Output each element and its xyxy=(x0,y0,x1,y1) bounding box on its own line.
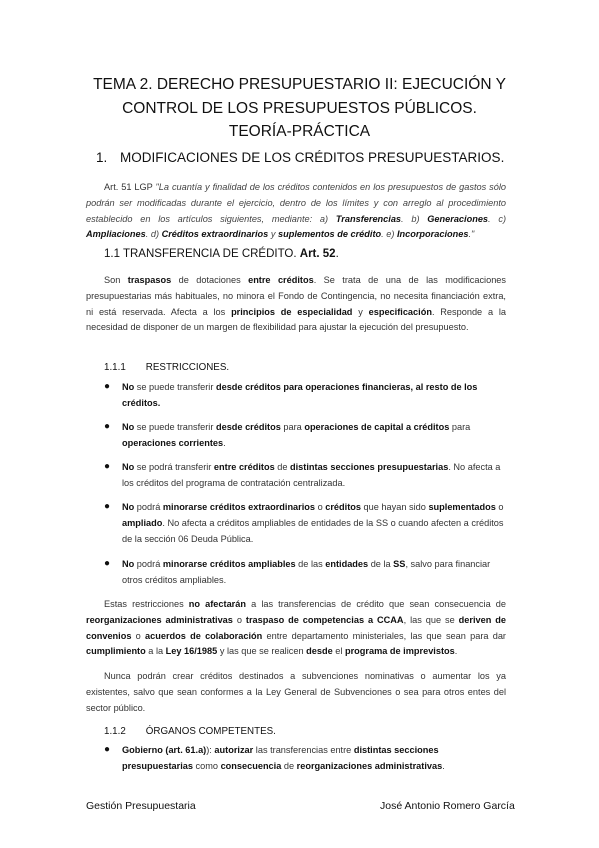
title-line-2: CONTROL DE LOS PRESUPUESTOS PÚBLICOS. xyxy=(122,100,477,117)
restriction-item: ● No podrá minorarse créditos extraordinarios o créditos que hayan sido suplementados o ampliado. No afecta a créditos ampliables de entidades de la SS o cuando afecten a créditos de la sección 06 Deuda Pública. xyxy=(104,501,504,544)
competent-body-item: ● Gobierno (art. 61.a)): autorizar las transferencias entre distintas secciones presupuestarias como consecuencia de reorganizaciones administrativas. xyxy=(104,744,445,771)
bullet-icon: ● xyxy=(104,558,111,569)
restriction-item: ● No se puede transferir desde créditos para operaciones financieras, al resto de los créditos. xyxy=(104,381,478,408)
section-1-number: 1. xyxy=(96,150,108,165)
title-line-3: TEORÍA-PRÁCTICA xyxy=(228,123,371,140)
subsidies-paragraph: Nunca podrán crear créditos destinados a subvenciones nominativas o aumentar los ya existentes, salvo que sean conformes a la Ley General de Subvenciones o sea para otros entes del sector público. xyxy=(86,671,506,713)
section-1-1-1-heading: 1.1.1 RESTRICCIONES. xyxy=(104,362,230,373)
bullet-icon: ● xyxy=(104,421,111,432)
title-line-1: TEMA 2. DERECHO PRESUPUESTARIO II: EJECUCIÓN Y xyxy=(93,76,506,93)
bullet-icon: ● xyxy=(104,501,111,512)
exceptions-paragraph: Estas restricciones no afectarán a las transferencias de crédito que sean consecuencia de reorganizaciones administrativas o traspaso de competencias a CCAA, las que se deriven de convenios o acuerdos de colaboración entre departamento ministeriales, las que sean para dar cumplimiento a la Ley 16/1985 y las que se realicen desde el programa de imprevistos. xyxy=(86,599,507,657)
restriction-item: ● No podrá minorarse créditos ampliables de las entidades de la SS, salvo para financiar otros créditos ampliables. xyxy=(104,558,491,585)
intro-paragraph: Art. 51 LGP "La cuantía y finalidad de los créditos contenidos en los presupuestos de gastos sólo podrán ser modificadas durante el ejercicio, dentro de los límites y con arreglo al procedimiento establecido en los artículos siguientes, mediante: a) Transferencias. b) Generaciones. c) Ampliaciones. d) Créditos extraordinarios y suplementos de crédito. e) Incorporaciones." xyxy=(86,182,506,240)
footer-author: José Antonio Romero García xyxy=(380,800,515,812)
bullet-icon: ● xyxy=(104,381,111,392)
transfer-definition-paragraph: Son traspasos de dotaciones entre créditos. Se trata de una de las modificaciones presupuestarias más habituales, no minora el Fondo de Contingencia, no necesita financiación extra, ni está reservada. Afecta a los principios de especialidad y especificación. Responde a la necesidad de disponer de un margen de flexibilidad para ajustar la ejecución del presupuesto. xyxy=(86,275,507,333)
restriction-item: ● No se podrá transferir entre créditos de distintas secciones presupuestarias. No afecta a los créditos del programa de contratación centralizada. xyxy=(104,461,501,488)
bullet-icon: ● xyxy=(104,744,111,755)
section-1-1-heading: 1.1 TRANSFERENCIA DE CRÉDITO. Art. 52. xyxy=(104,248,339,260)
section-1-1-2-heading: 1.1.2 ÓRGANOS COMPETENTES. xyxy=(104,726,276,737)
bullet-icon: ● xyxy=(104,461,111,472)
section-1-title: MODIFICACIONES DE LOS CRÉDITOS PRESUPUESTARIOS. xyxy=(120,150,505,165)
restriction-item: ● No se puede transferir desde créditos para operaciones de capital a créditos para operaciones corrientes. xyxy=(104,421,471,448)
footer-subject: Gestión Presupuestaria xyxy=(86,800,196,812)
